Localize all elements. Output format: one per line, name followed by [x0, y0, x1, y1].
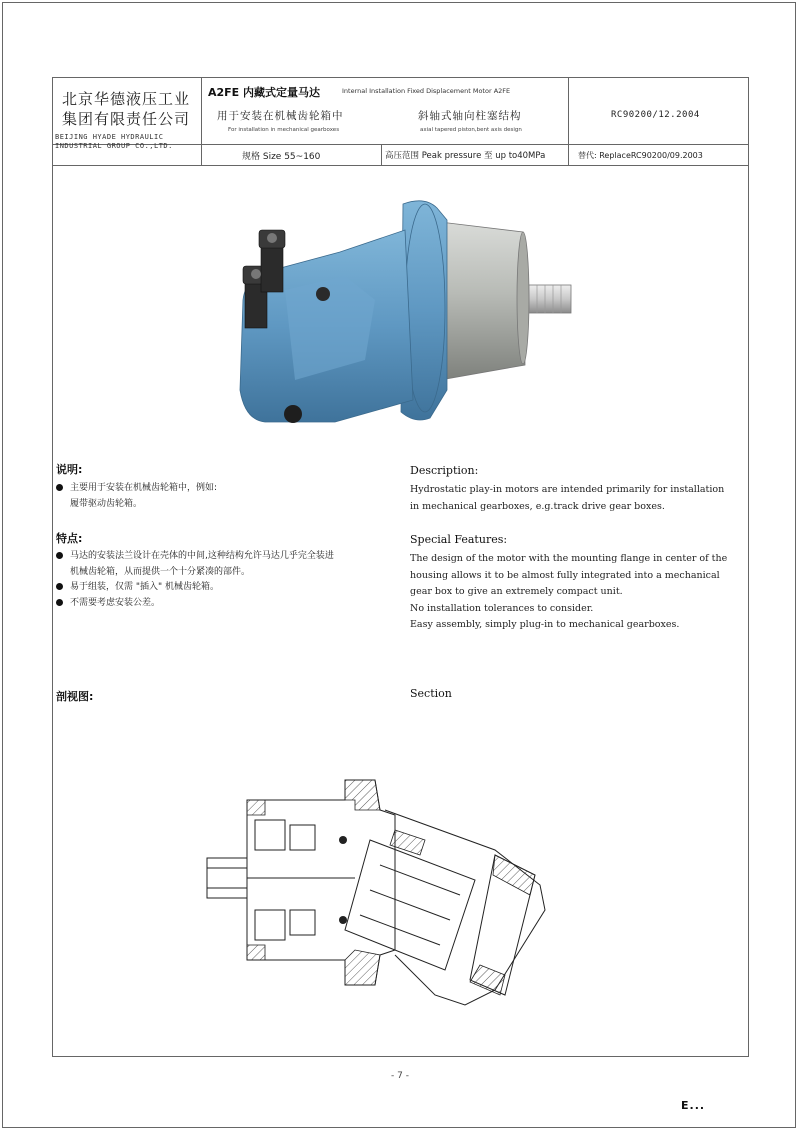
description-text-en: Hydrostatic play-in motors are intended primarily for installation in mechanical gearboxes, e.g.track drive gear boxes.: [410, 484, 725, 512]
features-list-en: The design of the motor with the mounting flange in center of the housing allows it to be almost fully integrated into a mechanical gear box to give an extremely compact unit. No installation tolerances to consider. Easy assembly, simply plug-in to mechanical gearboxes.: [410, 553, 728, 630]
subtitle-2-cn: 斜轴式轴向柱塞结构: [418, 110, 522, 122]
bullet-icon: [56, 484, 63, 491]
section-title-en: Section: [410, 687, 452, 700]
size-range: 规格 Size 55~160: [242, 152, 321, 162]
features-title-en: Special Features:: [410, 533, 508, 546]
subtitle-1-cn: 用于安装在机械齿轮箱中: [217, 110, 344, 122]
corner-mark: E...: [681, 1099, 706, 1112]
bullet-icon: [56, 599, 63, 606]
features-title-cn: 特点:: [56, 532, 83, 545]
description-title-cn: 说明:: [56, 463, 83, 476]
features-list-cn: 马达的安装法兰设计在壳体的中间,这种结构允许马达几乎完全装进 机械齿轮箱，从而提供一个十分紧凑的部件。 易于组装，仅需 "插入" 机械齿轮箱。 不需要考虑安装公差。: [56, 549, 334, 611]
company-name-en-2: INDUSTRIAL GROUP CO.,LTD.: [55, 142, 173, 150]
bullet-icon: [56, 583, 63, 590]
company-name-cn-1: 北京华德液压工业: [62, 90, 191, 108]
subtitle-1-en: For installation in mechanical gearboxes: [228, 127, 340, 133]
motor-photo: [225, 190, 585, 440]
product-title-cn: A2FE 内藏式定量马达: [208, 86, 321, 99]
company-name-cn-2: 集团有限责任公司: [62, 110, 191, 128]
replace-document: 替代: ReplaceRC90200/09.2003: [578, 151, 703, 160]
description-title-en: Description:: [410, 464, 479, 477]
description-text-cn: 主要用于安装在机械齿轮箱中，例如: 履带驱动齿轮箱。: [56, 481, 217, 512]
bullet-icon: [56, 552, 63, 559]
section-title-cn: 剖视图:: [56, 690, 94, 703]
document-number: RC90200/12.2004: [611, 110, 700, 120]
section-drawing: [195, 770, 565, 1020]
product-title-en: Internal Installation Fixed Displacement Motor A2FE: [342, 87, 511, 95]
header-table: [52, 77, 749, 165]
pressure-range: 高压范围 Peak pressure 至 up to40MPa: [385, 151, 546, 161]
company-name-en-1: BEIJING HYADE HYDRAULIC: [55, 133, 164, 141]
page-number: - 7 -: [391, 1071, 409, 1081]
subtitle-2-en: axial tapered piston,bent axis design: [420, 127, 522, 133]
